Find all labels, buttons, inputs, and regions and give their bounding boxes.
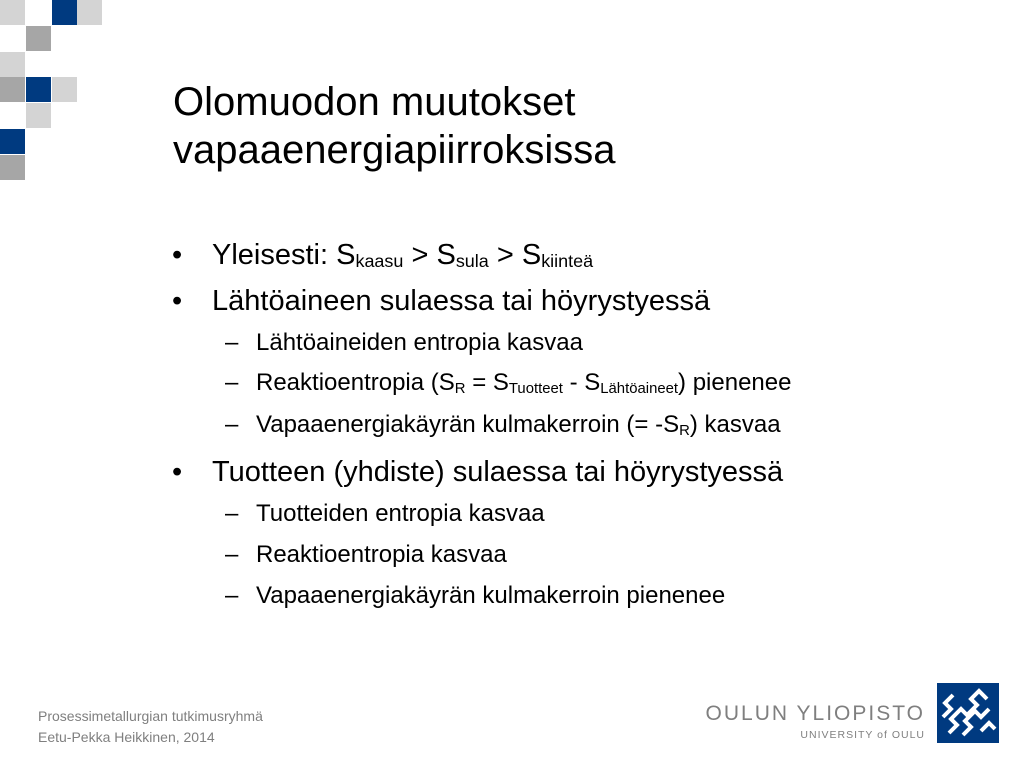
university-logo-text bbox=[690, 703, 925, 742]
deco-square bbox=[26, 77, 51, 102]
dash-icon: – bbox=[225, 369, 239, 396]
item-text: Lähtöaineiden entropia kasvaa bbox=[256, 329, 583, 356]
sub-list-item bbox=[170, 329, 990, 357]
subscript: R bbox=[679, 422, 690, 439]
sub-list-item bbox=[170, 411, 990, 439]
item-text: Lähtöaineen sulaessa tai höyrystyessä bbox=[212, 285, 711, 317]
item-text: Vapaaenergiakäyrän kulmakerroin (= -S bbox=[256, 411, 680, 438]
university-name: OULUN YLIOPISTO bbox=[705, 702, 925, 725]
sub-list-item bbox=[170, 582, 990, 610]
deco-square bbox=[52, 77, 77, 102]
item-text: ) pienenee bbox=[678, 369, 792, 396]
slide-title bbox=[173, 78, 973, 174]
dash-icon: – bbox=[225, 541, 239, 568]
deco-square bbox=[0, 77, 25, 102]
sub-list-item bbox=[170, 369, 990, 397]
bullet-icon: • bbox=[172, 456, 183, 488]
item-text: > S bbox=[403, 239, 456, 271]
deco-square bbox=[52, 0, 77, 25]
university-subtitle: UNIVERSITY of OULU bbox=[800, 729, 925, 741]
dash-icon: – bbox=[225, 329, 239, 356]
deco-square bbox=[26, 26, 51, 51]
university-logo-icon bbox=[937, 683, 999, 743]
list-item bbox=[170, 238, 990, 272]
item-text: Reaktioentropia kasvaa bbox=[256, 541, 507, 568]
bullet-icon: • bbox=[172, 285, 183, 317]
item-text: Vapaaenergiakäyrän kulmakerroin pienenee bbox=[256, 582, 726, 609]
item-text: > S bbox=[488, 239, 542, 271]
footer-group-name: Prosessimetallurgian tutkimusryhmä bbox=[38, 708, 263, 724]
bullet-icon: • bbox=[172, 239, 183, 271]
dash-icon: – bbox=[225, 582, 239, 609]
item-text: Tuotteen (yhdiste) sulaessa tai höyrystyessä bbox=[212, 456, 784, 488]
sub-list-item bbox=[170, 541, 990, 569]
bullet-list bbox=[170, 238, 990, 610]
deco-square bbox=[0, 0, 25, 25]
sub-list-item bbox=[170, 500, 990, 528]
item-text: Yleisesti: S bbox=[212, 239, 356, 271]
subscript: sula bbox=[455, 251, 489, 272]
subscript: R bbox=[454, 380, 466, 397]
subscript: Tuotteet bbox=[508, 380, 563, 397]
title-line-2: vapaaenergiapiirroksissa bbox=[173, 128, 616, 172]
deco-square bbox=[0, 129, 25, 154]
subscript: kaasu bbox=[355, 251, 404, 272]
item-text: Tuotteiden entropia kasvaa bbox=[256, 500, 545, 527]
dash-icon: – bbox=[225, 411, 239, 438]
item-text: ) kasvaa bbox=[689, 411, 781, 438]
list-item bbox=[170, 455, 990, 489]
deco-square bbox=[0, 155, 25, 180]
deco-square bbox=[26, 103, 51, 128]
footer-author: Eetu-Pekka Heikkinen, 2014 bbox=[38, 729, 215, 745]
footer bbox=[38, 706, 263, 748]
deco-square bbox=[0, 52, 25, 77]
subscript: kiinteä bbox=[541, 251, 594, 272]
item-text: Reaktioentropia (S bbox=[256, 369, 455, 396]
title-line-1: Olomuodon muutokset bbox=[173, 80, 576, 124]
deco-square bbox=[77, 0, 102, 25]
dash-icon: – bbox=[225, 500, 239, 527]
subscript: Lähtöaineet bbox=[600, 380, 679, 397]
item-text: - S bbox=[562, 369, 601, 396]
item-text: = S bbox=[465, 369, 509, 396]
list-item bbox=[170, 284, 990, 318]
